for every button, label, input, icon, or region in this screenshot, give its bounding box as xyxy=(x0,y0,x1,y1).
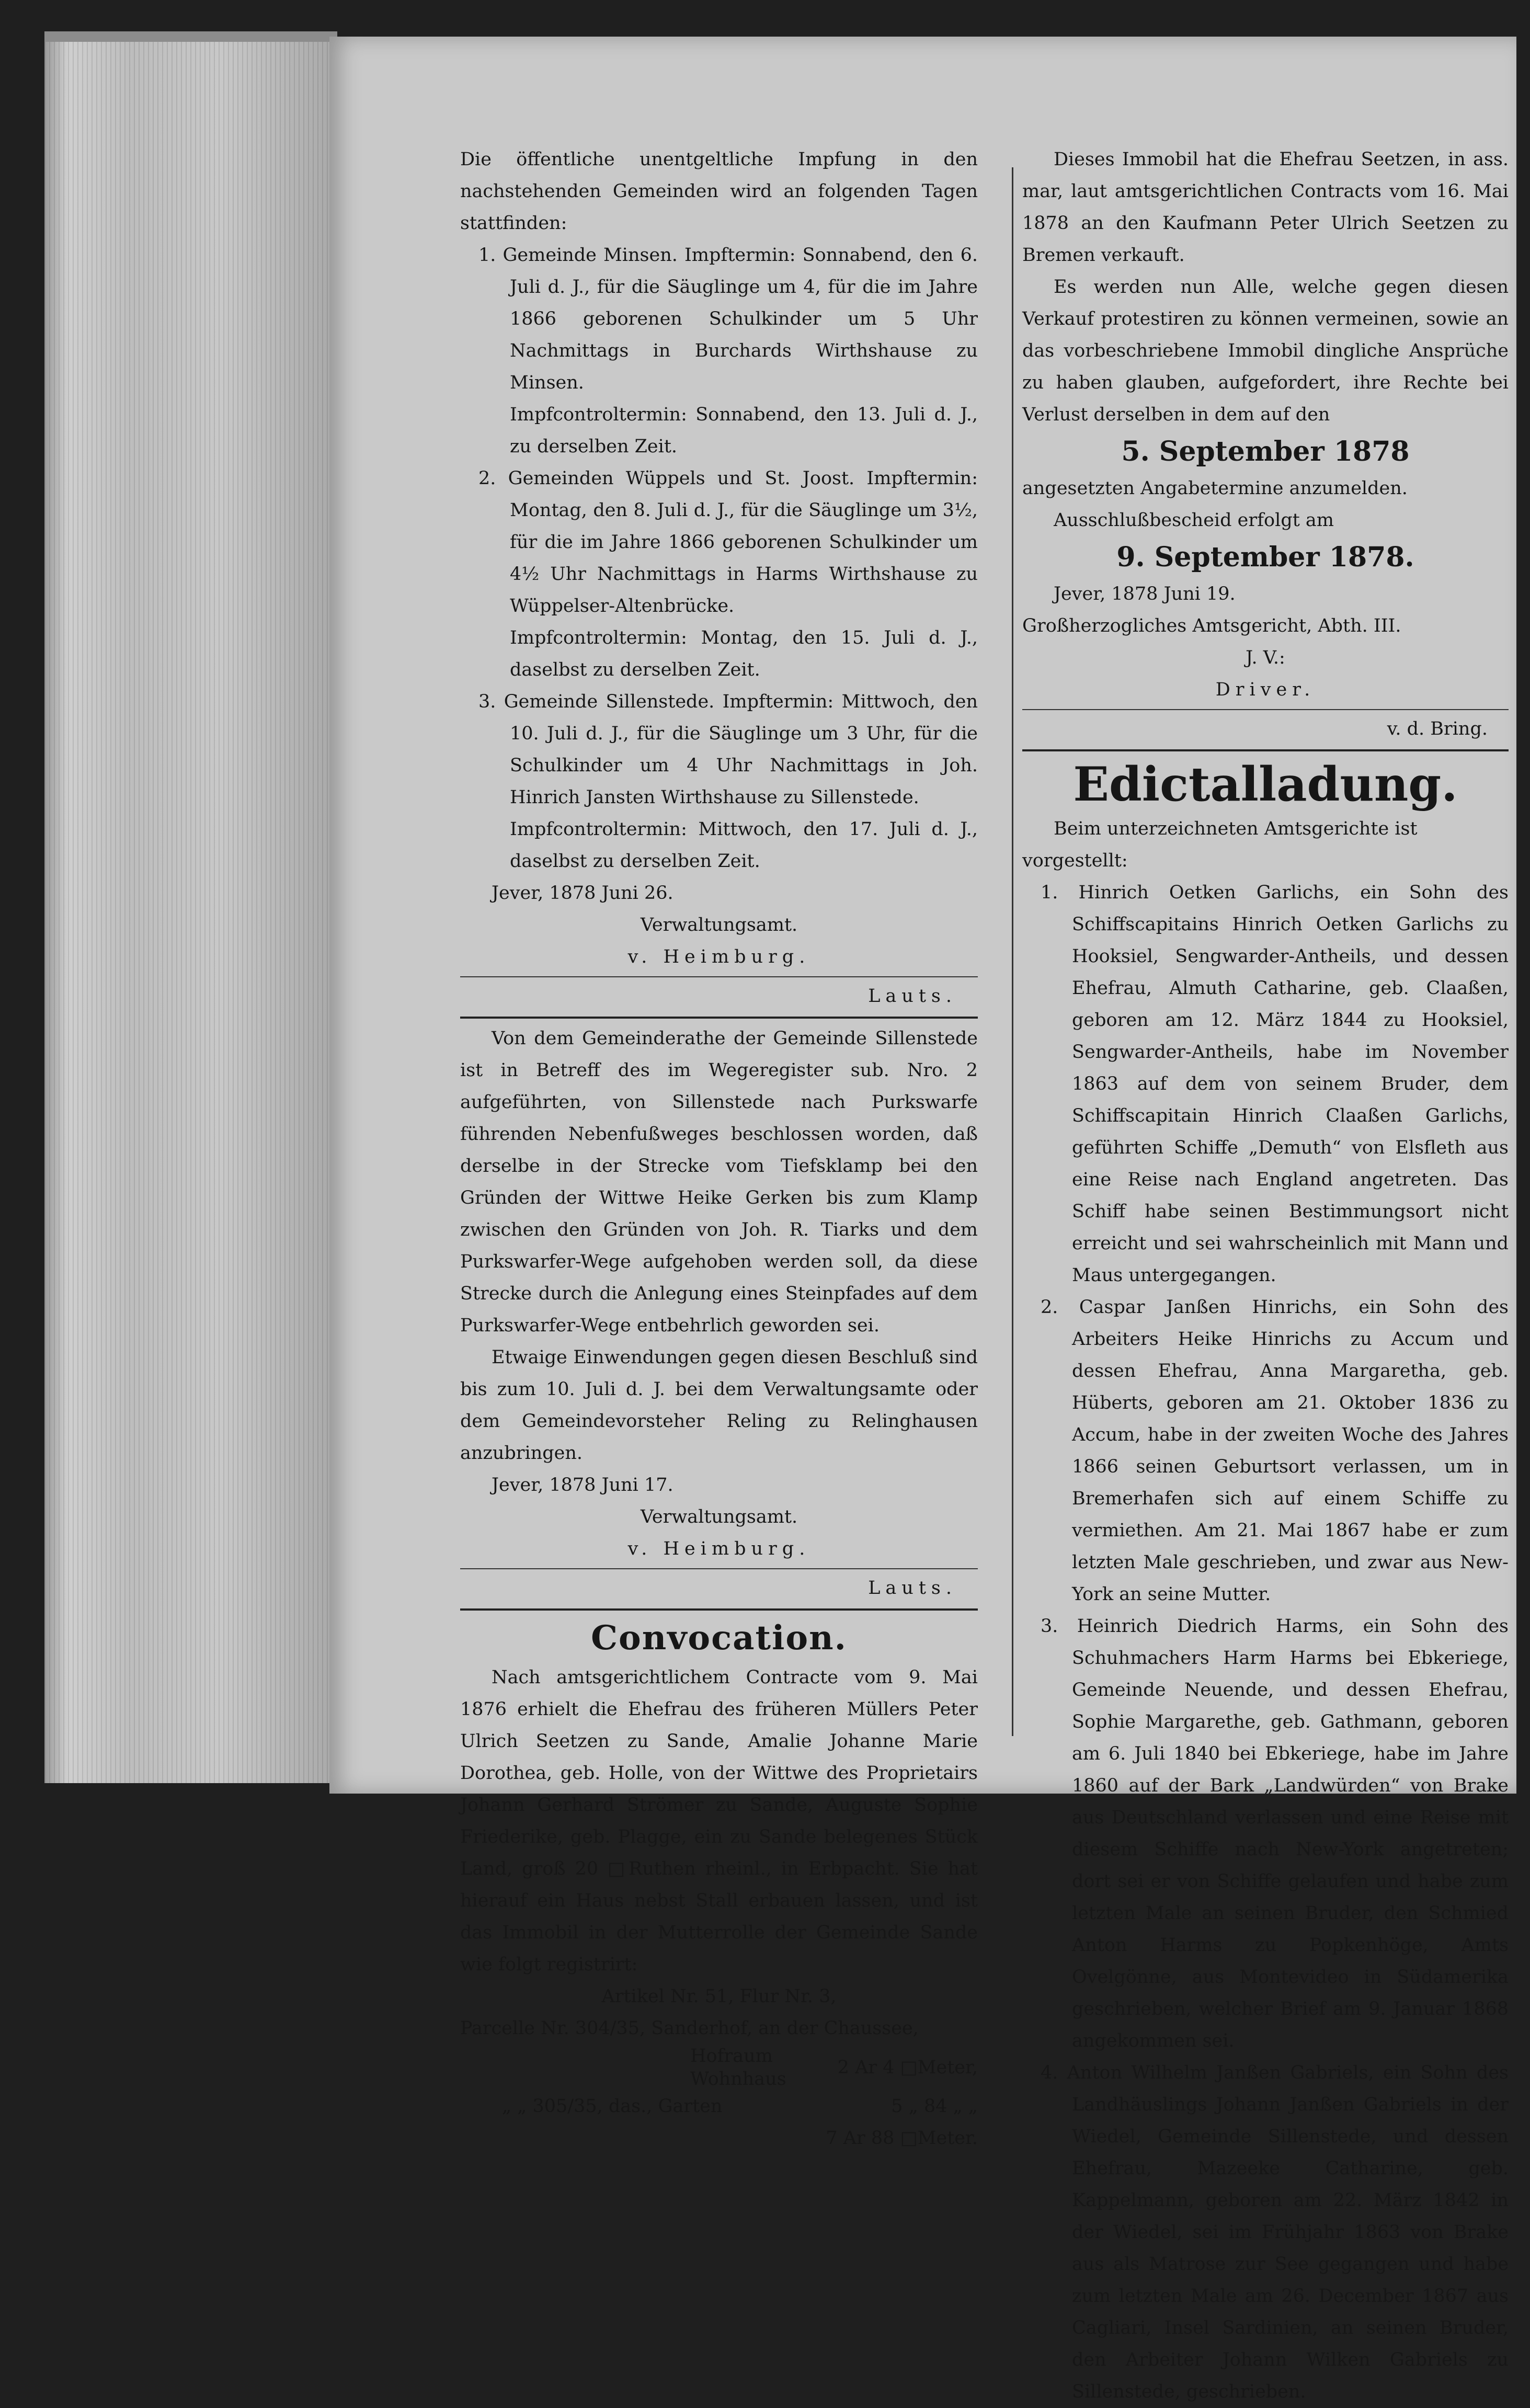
edictal-item-3: 3. Heinrich Diedrich Harms, ein Sohn des Schuhmachers Harm Harms bei Ebkeriege, Gemeinde Neuende, und dessen Ehefrau, Sophie Margarethe, geb. Gathmann, geboren am 6. Juli 1840 bei Ebkeriege, habe im Jahre 1860 auf der Bark „Landwürden“ von Brake aus Deutschland verlassen und eine Reise mit diesem Schiffe nach New-York angetreten; dort sei er von Schiffe gelaufen und habe zum letzten Male an seinen Bruder, den Schmied Anton Harms zu Popkenhöge, Amts Ovelgönne, aus Montevideo in Südamerika geschrieben, welcher Brief am 9. Januar 1868 angekommen sei. xyxy=(1041,1616,1509,2051)
book-page-edges xyxy=(44,42,337,1783)
vaccination-item-2: 2. Gemeinden Wüppels und St. Joost. Impftermin: Montag, den 8. Juli d. J., für die Säuglinge um 3½, für die im Jahre 1866 geborenen Schulkinder um 4½ Uhr Nachmittags in Harms Wirthshause zu Wüppelser-Altenbrücke. xyxy=(478,468,978,617)
signature-rule xyxy=(460,1568,978,1569)
edictal-title: Edictalladung. xyxy=(1073,757,1458,812)
footpath-notice-text: Von dem Gemeinderathe der Gemeinde Sillenstede ist in Betreff des im Wegeregister sub. Nro. 2 aufgeführten, von Sillenstede nach Purkswarfe führenden Nebenfußweges beschlossen worden, daß derselbe in der Strecke vom Tiefsklamp bei den Gründen der Wittwe Heike Gerken bis zum Klamp zwischen den Gründen von Joh. R. Tiarks und dem Purkswarfer-Wege aufgehoben werden soll, da diese Strecke durch die Anlegung eines Steinpfades auf dem Purkswarfer-Wege entbehrlich geworden sei. xyxy=(460,1028,978,1336)
convocation-parcel-1-areas xyxy=(460,2045,978,2091)
footpath-notice-objections: Etwaige Einwendungen gegen diesen Beschluß sind bis zum 10. Juli d. J. bei dem Verwaltungsamte oder dem Gemeindevorsteher Reling zu Relinghausen anzubringen. xyxy=(460,1347,978,1464)
court-name: Großherzogliches Amtsgericht, Abth. III. xyxy=(1022,615,1401,636)
convocation-title: Convocation. xyxy=(591,1618,847,1658)
exclusion-text: Ausschlußbescheid erfolgt am xyxy=(1054,510,1334,531)
court-iv: J. V.: xyxy=(1246,647,1285,668)
vaccination-intro: Die öffentliche unentgeltliche Impfung in den nachstehenden Gemeinden wird an folgenden Tagen stattfinden: xyxy=(460,149,978,234)
section-rule xyxy=(460,1608,978,1611)
notice2-signature-2: Lauts. xyxy=(868,1578,957,1599)
area-1: 2 Ar 4 □Meter, xyxy=(837,2057,978,2078)
edictal-item-1: 1. Hinrich Oetken Garlichs, ein Sohn des Schiffscapitains Hinrich Oetken Garlichs zu Hooksiel, Sengwarder-Antheils, und dessen Ehefrau, Almuth Catharine, geb. Claaßen, geboren am 12. März 1844 zu Hooksiel, Sengwarder-Antheils, habe im November 1863 auf dem von seinem Bruder, dem Schiffscapitain Hinrich Claaßen Garlichs, geführten Schiffe „Demuth“ von Elsfleth aus eine Reise nach England angetreten. Das Schiff habe seinen Bestimmungsort nicht erreicht und sei wahrscheinlich mit Mann und Maus untergegangen. xyxy=(1041,882,1509,1286)
convocation-text: Nach amtsgerichtlichem Contracte vom 9. Mai 1876 erhielt die Ehefrau des früheren Müllers Peter Ulrich Seetzen zu Sande, Amalie Johanne Marie Dorothea, geb. Holle, von der Wittwe des Proprietairs Johann Gerhard Strömer zu Sande, Auguste Sophie Friederike, geb. Plagge, ein zu Sande belegenes Stück Land, groß 20 □Ruthen rheinl., in Erbpacht. Sie hat hierauf ein Haus nebst Stall erbauen lassen, und ist das Immobil in der Mutterrolle der Gemeinde Sande wie folgt registrirt: xyxy=(460,1667,978,1975)
notice2-signature-1: v. Heimburg. xyxy=(627,1538,810,1559)
court-place-date: Jever, 1878 Juni 19. xyxy=(1054,584,1236,604)
section-rule xyxy=(1022,749,1509,751)
signature-rule xyxy=(1022,709,1509,710)
vaccination-control-3: Impfcontroltermin: Mittwoch, den 17. Juli d. J., daselbst zu derselben Zeit. xyxy=(510,819,978,872)
vaccination-item-3: 3. Gemeinde Sillenstede. Impftermin: Mittwoch, den 10. Juli d. J., für die Säuglinge um 3 Uhr, für die Schulkinder um 4 Uhr Nachmittags in Joh. Hinrich Jansten Wirthshause zu Sillenstede. xyxy=(478,691,978,808)
left-column xyxy=(460,144,978,2154)
deadline-date-1: 5. September 1878 xyxy=(1121,436,1410,467)
claims-text: Es werden nun Alle, welche gegen diesen Verkauf protestiren zu können vermeinen, sowie an das vorbeschriebene Immobil dingliche Ansprüche zu haben glauben, aufgefordert, ihre Rechte bei Verlust derselben in dem auf den xyxy=(1022,277,1509,425)
notice1-office: Verwaltungsamt. xyxy=(640,915,798,935)
convocation-article: Artikel Nr. 51, Flur Nr. 3, xyxy=(601,1986,837,2007)
hofraum-label: Hofraum xyxy=(690,2046,773,2067)
court-signature-1: Driver. xyxy=(1215,679,1316,700)
area-total: 7 Ar 88 □Meter. xyxy=(826,2128,978,2149)
right-column xyxy=(1022,144,1509,2408)
registration-text: angesetzten Angabetermine anzumelden. xyxy=(1022,478,1408,499)
edictal-item-4: 4. Anton Wilhelm Janßen Gabriels, ein Sohn des Landhäuslings Johann Janßen Gabriels in der Wiedel, Gemeinde Sillenstede, und dessen Ehefrau, Mazeeke Catharine, geb. Kappelmann, geboren am 22. März 1842 in der Wiedel, sei im Frühjahr 1863 von Brake aus als Matrose zur See gegangen und habe zum letzten Male am 26. December 1867 aus Cagliari, Insel Sardinien, an seinen Bruder, den Arbeiter Johann Wilken Gabriels zu Sillenstede, geschrieben. xyxy=(1041,2062,1509,2402)
signature-rule xyxy=(460,976,978,977)
convocation-parcel-2 xyxy=(460,2091,978,2122)
sale-text: Dieses Immobil hat die Ehefrau Seetzen, in ass. mar, laut amtsgerichtlichen Contracts vom 16. Mai 1878 an den Kaufmann Peter Ulrich Seetzen zu Bremen verkauft. xyxy=(1022,149,1509,266)
notice1-signature-1: v. Heimburg. xyxy=(627,946,810,967)
court-signature-2: v. d. Bring. xyxy=(1387,718,1488,739)
convocation-parcel-1: Parcelle Nr. 304/35, Sanderhof, an der Chaussee, xyxy=(460,2018,919,2039)
parcel-2-label: „ „ 305/35, das., Garten xyxy=(502,2096,723,2117)
vaccination-control-1: Impfcontroltermin: Sonnabend, den 13. Juli d. J., zu derselben Zeit. xyxy=(510,404,978,457)
notice2-office: Verwaltungsamt. xyxy=(640,1507,798,1527)
vaccination-control-2: Impfcontroltermin: Montag, den 15. Juli d. J., daselbst zu derselben Zeit. xyxy=(510,627,978,680)
notice2-date: Jever, 1878 Juni 17. xyxy=(492,1475,673,1496)
edictal-item-2: 2. Caspar Janßen Hinrichs, ein Sohn des Arbeiters Heike Hinrichs zu Accum und dessen Ehefrau, Anna Margaretha, geb. Hüberts, geboren am 21. Oktober 1836 zu Accum, habe in der zweiten Woche des Jahres 1866 seinen Geburtsort verlassen, um in Bremerhafen sich auf einem Schiffe zu vermiethen. Am 21. Mai 1867 habe er zum letzten Male geschrieben, und zwar aus New-York an seine Mutter. xyxy=(1041,1297,1509,1605)
column-divider xyxy=(1012,167,1013,1736)
notice1-signature-2: Lauts. xyxy=(868,986,957,1007)
wohnhaus-label: Wohnhaus xyxy=(690,2069,786,2090)
edictal-intro: Beim unterzeichneten Amtsgerichte ist vorgestellt: xyxy=(1022,818,1418,871)
section-rule xyxy=(460,1017,978,1019)
notice1-date: Jever, 1878 Juni 26. xyxy=(492,883,673,904)
vaccination-item-1: 1. Gemeinde Minsen. Impftermin: Sonnabend, den 6. Juli d. J., für die Säuglinge um 4, für die im Jahre 1866 geborenen Schulkinder um 5 Uhr Nachmittags in Burchards Wirthshause zu Minsen. xyxy=(478,245,978,393)
deadline-date-2: 9. September 1878. xyxy=(1116,541,1414,573)
area-2: 5 „ 84 „ „ xyxy=(891,2096,978,2117)
